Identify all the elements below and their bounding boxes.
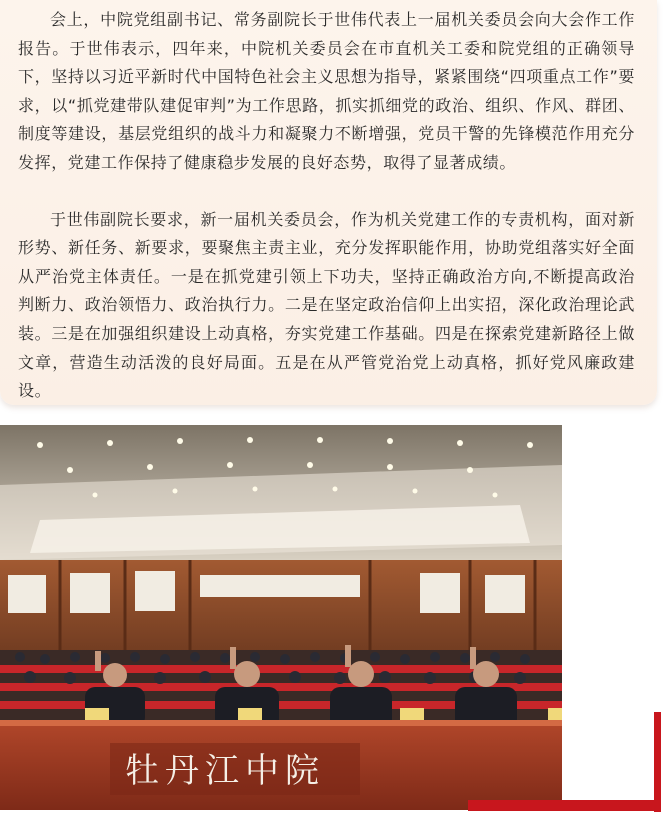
article-text-card <box>0 0 657 405</box>
accent-red-bar-vertical <box>654 712 661 812</box>
accent-red-bar-horizontal <box>468 800 661 811</box>
nameplate-text: 牡丹江中院 <box>125 751 325 791</box>
article-paragraph-2: 于世伟副院长要求，新一届机关委员会，作为机关党建工作的专责机构，面对新形势、新任务、新要求，要聚焦主责主业，充分发挥职能作用，协助党组落实好全面从严治党主体责任。一是在抓党建引领上下功夫，坚持正确政治方向,不断提高政治判断力、政治领悟力、政治执行力。二是在坚定政治信仰上出实招，深化政治理论武装。三是在加强组织建设上动真格，夯实党建工作基础。四是在探索党建新路径上做文章，营造生动活泼的良好局面。五是在从严管党治党上动真格，抓好党风廉政建设。 <box>18 209 635 401</box>
meeting-photo <box>0 425 562 810</box>
article-paragraph-1: 会上，中院党组副书记、常务副院长于世伟代表上一届机关委员会向大会作工作报告。于世伟表示，四年来，中院机关委员会在市直机关工委和院党组的正确领导下，坚持以习近平新时代中国特色社会主义思想为指导，紧紧围绕“四项重点工作”要求，以“抓党建带队建促审判”为工作思路，抓实抓细党的政治、组织、作风、群团、制度等建设，基层党组织的战斗力和凝聚力不断增强，党员干警的先锋模范作用充分发挥，党建工作保持了健康稳步发展的良好态势，取得了显著成绩。 <box>18 10 635 172</box>
